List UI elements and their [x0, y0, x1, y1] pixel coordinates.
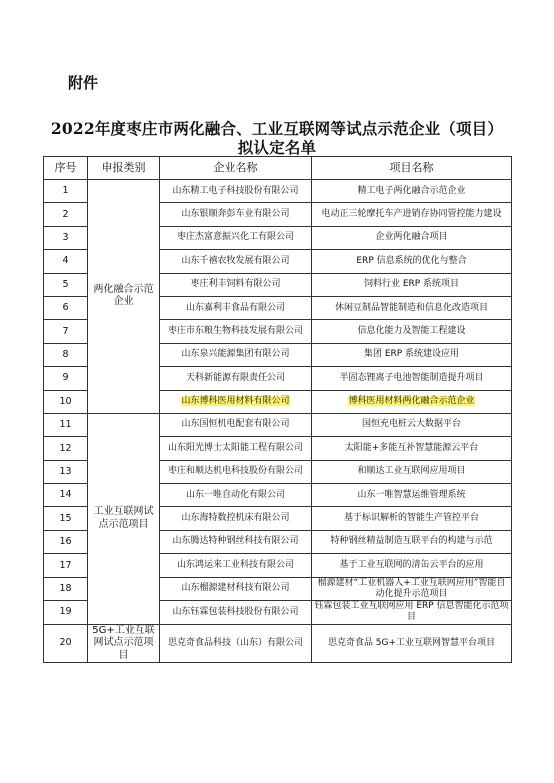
row-number: 16 — [44, 530, 88, 553]
project-name: 山东一唯智慧运维管理系统 — [312, 484, 512, 507]
row-number: 3 — [44, 226, 88, 249]
company-name: 思克奇食品科技（山东）有限公司 — [160, 624, 312, 663]
row-number: 5 — [44, 273, 88, 296]
company-name: 枣庄和顺达机电科技股份有限公司 — [160, 460, 312, 483]
highlighted-company-name: 山东博科医用材料有限公司 — [181, 396, 290, 407]
company-name: 山东海特数控机床有限公司 — [160, 507, 312, 530]
company-name — [160, 390, 312, 413]
header-category: 申报类别 — [88, 157, 160, 180]
category-cell: 5G+工业互联网试点示范项目 — [88, 624, 160, 663]
project-name: 饲料行业 ERP 系统项目 — [312, 273, 512, 296]
company-name: 山东一唯自动化有限公司 — [160, 484, 312, 507]
row-number: 12 — [44, 437, 88, 460]
row-number: 14 — [44, 484, 88, 507]
row-number: 17 — [44, 554, 88, 577]
project-name: 半固态锂离子电池智能制造提升项目 — [312, 367, 512, 390]
project-name: 和顺达工业互联网应用项目 — [312, 460, 512, 483]
document-subtitle: 拟认定名单 — [237, 138, 317, 157]
table-row — [44, 624, 512, 663]
header-company: 企业名称 — [160, 157, 312, 180]
project-name: 钰霖包装工业互联网应用 ERP 信息智能化示范项目 — [312, 601, 512, 625]
company-name: 枣庄市东粮生物科技发展有限公司 — [160, 320, 312, 343]
row-number: 15 — [44, 507, 88, 530]
company-name: 山东钰霖包装科技股份有限公司 — [160, 601, 312, 625]
header-serial: 序号 — [44, 157, 88, 180]
project-name: 休闲豆制品智能制造和信息化改造项目 — [312, 296, 512, 319]
company-name: 山东榴源建材科技有限公司 — [160, 577, 312, 601]
project-name: 特种钢丝精益制造互联平台的构建与示范 — [312, 530, 512, 553]
row-number: 9 — [44, 367, 88, 390]
project-name: 信息化能力及智能工程建设 — [312, 320, 512, 343]
project-name: 电动正三轮摩托车产进销存协同管控能力建设 — [312, 203, 512, 226]
row-number: 1 — [44, 180, 88, 203]
project-name: 精工电子两化融合示范企业 — [312, 180, 512, 203]
attachment-label: 附件 — [68, 74, 99, 92]
company-name: 山东阳光博士太阳能工程有限公司 — [160, 437, 312, 460]
row-number: 11 — [44, 413, 88, 436]
row-number: 8 — [44, 343, 88, 366]
company-name: 山东千禧农牧发展有限公司 — [160, 250, 312, 273]
project-name: 太阳能+多能互补智慧能源云平台 — [312, 437, 512, 460]
table-row — [44, 180, 512, 203]
row-number: 7 — [44, 320, 88, 343]
document-title: 2022年度枣庄市两化融合、工业互联网等试点示范企业（项目） — [50, 119, 504, 138]
row-number: 6 — [44, 296, 88, 319]
company-name: 山东国恒机电配套有限公司 — [160, 413, 312, 436]
project-name: 国恒充电桩云大数据平台 — [312, 413, 512, 436]
row-number: 20 — [44, 624, 88, 663]
row-number: 19 — [44, 601, 88, 625]
highlighted-project-name: 博科医用材料两化融合示范企业 — [348, 396, 475, 407]
row-number: 4 — [44, 250, 88, 273]
company-name: 山东腾达特种钢丝科技有限公司 — [160, 530, 312, 553]
row-number: 2 — [44, 203, 88, 226]
project-name: 企业两化融合项目 — [312, 226, 512, 249]
company-name: 枣庄杰富意振兴化工有限公司 — [160, 226, 312, 249]
category-cell: 工业互联网试点示范项目 — [88, 413, 160, 624]
table-row — [44, 413, 512, 436]
project-name: 基于工业互联网的清缶云平台的应用 — [312, 554, 512, 577]
project-name — [312, 390, 512, 413]
company-name: 山东银顺奔彭车业有限公司 — [160, 203, 312, 226]
company-name: 山东精工电子科技股份有限公司 — [160, 180, 312, 203]
roster-table — [43, 156, 512, 663]
row-number: 13 — [44, 460, 88, 483]
company-name: 山东鸿运来工业科技有限公司 — [160, 554, 312, 577]
project-name: 榴源建材“工业机器人+工业互联网应用”智能自动化提升示范项目 — [312, 577, 512, 601]
company-name: 天科新能源有限责任公司 — [160, 367, 312, 390]
project-name: ERP 信息系统的优化与整合 — [312, 250, 512, 273]
table-header-row — [44, 157, 512, 180]
project-name: 集团 ERP 系统建设应用 — [312, 343, 512, 366]
row-number: 18 — [44, 577, 88, 601]
header-project: 项目名称 — [312, 157, 512, 180]
row-number: 10 — [44, 390, 88, 413]
project-name: 思克奇食品 5G+工业互联网智慧平台项目 — [312, 624, 512, 663]
company-name: 山东嘉利丰食品有限公司 — [160, 296, 312, 319]
company-name: 枣庄利丰饲料有限公司 — [160, 273, 312, 296]
project-name: 基于标识解析的智能生产管控平台 — [312, 507, 512, 530]
company-name: 山东泉兴能源集团有限公司 — [160, 343, 312, 366]
category-cell: 两化融合示范企业 — [88, 180, 160, 414]
